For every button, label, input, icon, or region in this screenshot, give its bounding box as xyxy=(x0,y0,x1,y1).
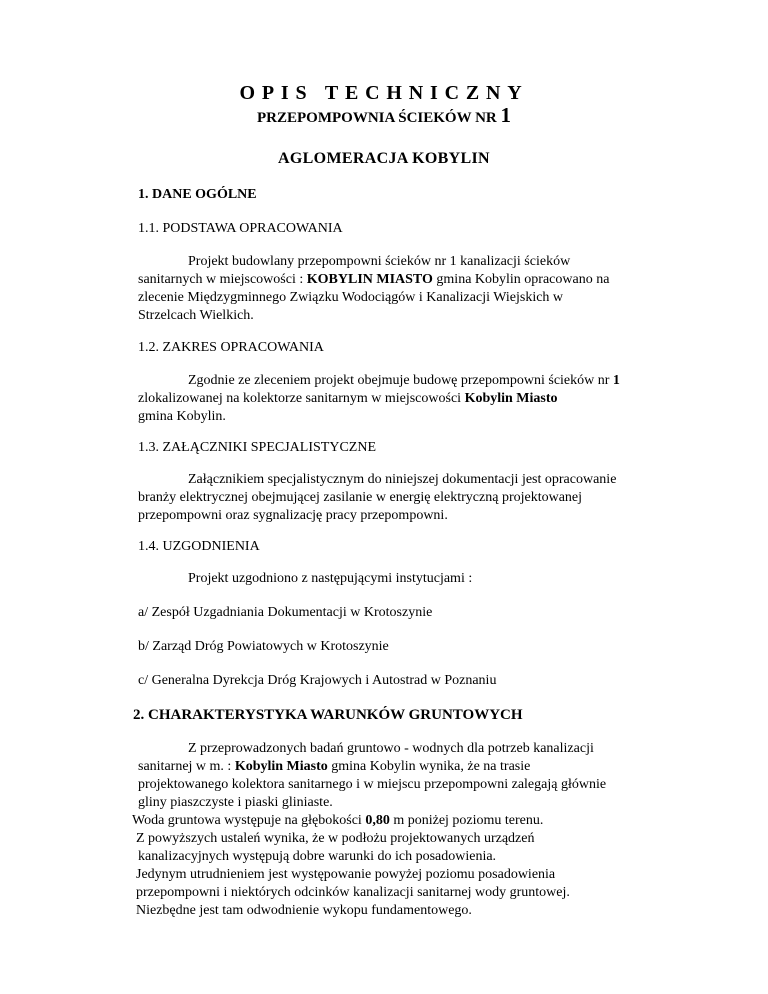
section-1-1-heading: 1.1. PODSTAWA OPRACOWANIA xyxy=(138,221,343,236)
aglomeracja-heading: AGLOMERACJA KOBYLIN xyxy=(278,150,490,167)
section-1-4-heading: 1.4. UZGODNIENIA xyxy=(138,539,260,554)
s14-item-a: a/ Zespół Uzgadniania Dokumentacji w Krotoszynie xyxy=(138,605,433,620)
s11-line-2: sanitarnych w miejscowości : KOBYLIN MIASTO gmina Kobylin opracowano na xyxy=(138,272,610,287)
s12-line-3: gmina Kobylin. xyxy=(138,409,226,424)
s2-line-2: sanitarnej w m. : Kobylin Miasto gmina Kobylin wynika, że na trasie xyxy=(138,759,531,774)
s14-item-c: c/ Generalna Dyrekcja Dróg Krajowych i Autostrad w Poznaniu xyxy=(138,673,497,688)
s11-line-4: Strzelcach Wielkich. xyxy=(138,308,254,323)
s14-item-b: b/ Zarząd Dróg Powiatowych w Krotoszynie xyxy=(138,639,389,654)
section-2-heading: 2. CHARAKTERYSTYKA WARUNKÓW GRUNTOWYCH xyxy=(133,707,523,723)
s11-line-3: zlecenie Międzygminnego Związku Wodociągów i Kanalizacji Wiejskich w xyxy=(138,290,564,305)
s2-line-5: Woda gruntowa występuje na głębokości 0,80 m poniżej poziomu terenu. xyxy=(132,813,544,828)
s12-line-1: Zgodnie ze zleceniem projekt obejmuje budowę przepompowni ścieków nr 1 xyxy=(188,373,620,388)
s13-line-2: branży elektrycznej obejmującej zasilanie w energię elektryczną projektowanej xyxy=(138,490,583,505)
s13-line-3: przepompowni oraz sygnalizację pracy przepompowni. xyxy=(138,508,448,523)
s13-line-1: Załącznikiem specjalistycznym do niniejszej dokumentacji jest opracowanie xyxy=(188,472,617,487)
document-subtitle: PRZEPOMPOWNIA ŚCIEKÓW NR 1 xyxy=(257,103,511,127)
document-title: OPIS TECHNICZNY xyxy=(239,82,529,104)
s2-line-8: Jedynym utrudnieniem jest występowanie powyżej poziomu posadowienia xyxy=(136,867,556,882)
s2-line-10: Niezbędne jest tam odwodnienie wykopu fundamentowego. xyxy=(136,903,472,918)
s14-intro: Projekt uzgodniono z następującymi instytucjami : xyxy=(188,571,473,586)
section-1-heading: 1. DANE OGÓLNE xyxy=(138,187,257,202)
s2-line-6: Z powyższych ustaleń wynika, że w podłożu projektowanych urządzeń xyxy=(136,831,535,846)
s11-line-1: Projekt budowlany przepompowni ścieków nr 1 kanalizacji ścieków xyxy=(188,254,571,269)
section-1-2-heading: 1.2. ZAKRES OPRACOWANIA xyxy=(138,340,324,355)
s2-line-4: gliny piaszczyste i piaski gliniaste. xyxy=(138,795,333,810)
s2-line-3: projektowanego kolektora sanitarnego i w miejscu przepompowni zalegają głównie xyxy=(138,777,607,792)
section-1-3-heading: 1.3. ZAŁĄCZNIKI SPECJALISTYCZNE xyxy=(138,440,376,455)
s2-line-9: przepompowni i niektórych odcinków kanalizacji sanitarnej wody gruntowej. xyxy=(136,885,570,900)
s12-line-2: zlokalizowanej na kolektorze sanitarnym w miejscowości Kobylin Miasto xyxy=(138,391,558,406)
s2-line-7: kanalizacyjnych występują dobre warunki do ich posadowienia. xyxy=(138,849,497,864)
s2-line-1: Z przeprowadzonych badań gruntowo - wodnych dla potrzeb kanalizacji xyxy=(188,741,594,756)
